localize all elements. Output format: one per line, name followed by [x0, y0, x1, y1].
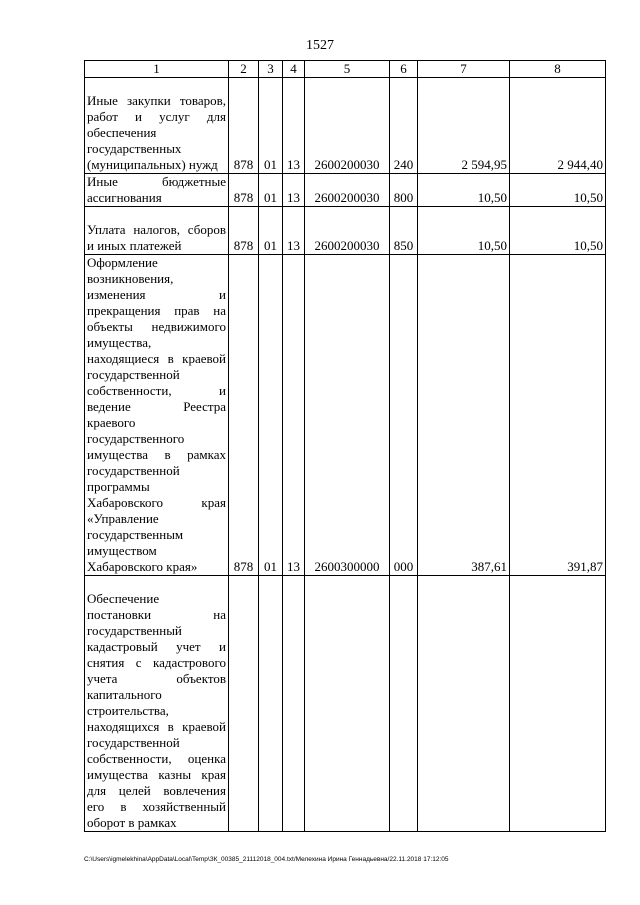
- table-row: [85, 78, 606, 174]
- budget-table: [84, 60, 606, 832]
- cell-subsection: 13: [283, 78, 305, 174]
- cell-subsection: [283, 576, 305, 832]
- cell-target-article: 2600300000: [305, 255, 390, 576]
- cell-ministry: 878: [229, 174, 259, 207]
- cell-section: 01: [259, 255, 283, 576]
- cell-amount-1: 10,50: [418, 207, 510, 255]
- col-header-4: 4: [283, 61, 305, 78]
- cell-subsection: 13: [283, 207, 305, 255]
- row-name: Оформление возникновения, изменения и прекращения прав на объекты недвижимого имущества, находящиеся в краевой государственной собственности, и ведение Реестра краевого государственного имущества в рамках государственной программы Хабаровского края «Управление государственным имуществом Хабаровского края»: [85, 255, 229, 576]
- cell-section: [259, 576, 283, 832]
- cell-amount-1: 387,61: [418, 255, 510, 576]
- cell-amount-2: [510, 576, 606, 832]
- cell-subsection: 13: [283, 174, 305, 207]
- col-header-1: 1: [85, 61, 229, 78]
- col-header-7: 7: [418, 61, 510, 78]
- cell-section: 01: [259, 174, 283, 207]
- cell-amount-2: 10,50: [510, 207, 606, 255]
- cell-ministry: 878: [229, 78, 259, 174]
- cell-subsection: 13: [283, 255, 305, 576]
- page-number: 1527: [306, 38, 334, 53]
- cell-target-article: 2600200030: [305, 174, 390, 207]
- cell-amount-2: 391,87: [510, 255, 606, 576]
- cell-section: 01: [259, 207, 283, 255]
- cell-ministry: 878: [229, 255, 259, 576]
- cell-amount-1: 10,50: [418, 174, 510, 207]
- file-path-footer: C:\Users\igmelekhina\AppData\Local\Temp\ЗК_00385_21112018_004.txt/Мелехина Ирина Геннадьевна/22.11.2018 17:12:05: [84, 856, 449, 863]
- cell-target-article: [305, 576, 390, 832]
- cell-expense-type: 000: [390, 255, 418, 576]
- cell-amount-2: 2 944,40: [510, 78, 606, 174]
- header-row: [85, 61, 606, 78]
- col-header-2: 2: [229, 61, 259, 78]
- cell-ministry: [229, 576, 259, 832]
- cell-expense-type: 240: [390, 78, 418, 174]
- cell-amount-1: [418, 576, 510, 832]
- col-header-8: 8: [510, 61, 606, 78]
- row-name: Иные бюджетные ассигнования: [85, 174, 229, 207]
- table-row: [85, 174, 606, 207]
- cell-expense-type: 850: [390, 207, 418, 255]
- cell-target-article: 2600200030: [305, 207, 390, 255]
- cell-section: 01: [259, 78, 283, 174]
- cell-amount-2: 10,50: [510, 174, 606, 207]
- cell-amount-1: 2 594,95: [418, 78, 510, 174]
- cell-expense-type: [390, 576, 418, 832]
- row-name: Обеспечение постановки на государственный кадастровый учет и снятия с кадастрового учета объектов капитального строительства, находящихся в краевой государственной собственности, оценка имущества казны края для целей вовлечения его в хозяйственный оборот в рамках: [85, 576, 229, 832]
- row-name: Уплата налогов, сборов и иных платежей: [85, 207, 229, 255]
- row-name: Иные закупки товаров, работ и услуг для обеспечения государственных (муниципальных) нужд: [85, 78, 229, 174]
- cell-ministry: 878: [229, 207, 259, 255]
- col-header-6: 6: [390, 61, 418, 78]
- cell-target-article: 2600200030: [305, 78, 390, 174]
- cell-expense-type: 800: [390, 174, 418, 207]
- table-row: [85, 255, 606, 576]
- table-row: [85, 576, 606, 832]
- col-header-3: 3: [259, 61, 283, 78]
- col-header-5: 5: [305, 61, 390, 78]
- table-row: [85, 207, 606, 255]
